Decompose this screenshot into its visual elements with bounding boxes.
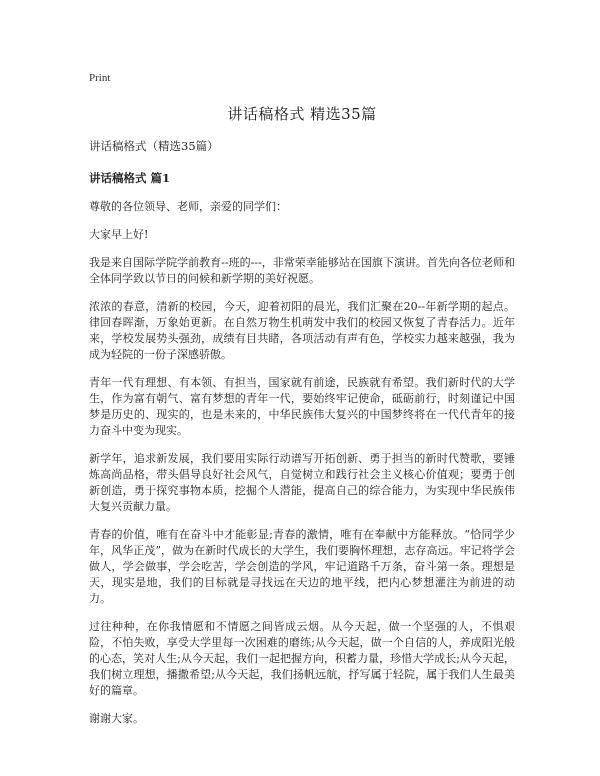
document-title: 讲话稿格式 精选35篇 bbox=[227, 105, 377, 123]
salutation-paragraph: 尊敬的各位领导、老师，亲爱的同学们： bbox=[89, 200, 287, 213]
section-heading: 讲话稿格式 篇1 bbox=[89, 171, 171, 185]
body-paragraph: 我是来自国际学院学前教育--班的---，非常荣幸能够站在国旗下演讲。首先向各位老师和全体同学致以节日的问候和新学期的美好祝愿。 bbox=[89, 256, 515, 285]
greeting-paragraph: 大家早上好! bbox=[89, 228, 149, 241]
body-paragraph: 过往种种，在你我情愿和不情愿之间皆成云烟。从今天起，做一个坚强的人，不惧艰险，不怕失败，享受大学里每一次困难的磨练;从今天起，做一个自信的人，养成阳光般的心态，笑对人生;从今天起，我们一起把握方向，积蓄力量，珍惜大学成长;从今天起，我们树立理想，播撒希望;从今天起，我们扬帆远航，抒写属于轻院，属于我们人生最美好的篇章。 bbox=[89, 620, 516, 697]
document-subtitle: 讲话稿格式（精选35篇） bbox=[89, 139, 219, 153]
body-paragraph: 青春的价值，唯有在奋斗中才能彰显;青春的激情，唯有在奉献中方能释放。“恰同学少年，风华正茂”，做为在新时代成长的大学生，我们要胸怀理想，志存高远。牢记将学会做人，学会做事，学会吃苦，学会创造的学风，牢记道路千万条，奋斗第一条。理想是天，现实是地，我们的目标就是寻找远在天边的地平线，把内心梦想灌注为前进的动力。 bbox=[89, 528, 515, 605]
body-paragraph: 浓浓的春意，清新的校园，今天，迎着初阳的晨光，我们汇聚在20--年新学期的起点。律回春晖渐，万象始更新。在自然万物生机萌发中我们的校园又恢复了青春活力。近年来，学校发展势头强劲，成绩有目共睹，各项活动有声有色，学校实力越来越强，我为成为轻院的一份子深感骄傲。 bbox=[89, 300, 515, 361]
print-link[interactable]: Print bbox=[89, 72, 111, 84]
body-paragraph: 青年一代有理想、有本领、有担当，国家就有前途，民族就有希望。我们新时代的大学生，作为富有朝气、富有梦想的青年一代，要始终牢记使命，砥砺前行，时刻谨记中国梦是历史的、现实的，也是未来的，中华民族伟大复兴的中国梦终将在一代代青年的接力奋斗中变为现实。 bbox=[89, 376, 515, 437]
document-page bbox=[89, 72, 515, 739]
body-paragraph: 新学年，追求新发展，我们要用实际行动谱写开拓创新、勇于担当的新时代赞歌，要锤炼高尚品格，带头倡导良好社会风气，自觉树立和践行社会主义核心价值观；要勇于创新创造，勇于探究事物本质，挖掘个人潜能，提高自己的综合能力，为实现中华民族伟大复兴贡献力量。 bbox=[89, 452, 515, 513]
closing-paragraph: 谢谢大家。 bbox=[89, 712, 144, 725]
